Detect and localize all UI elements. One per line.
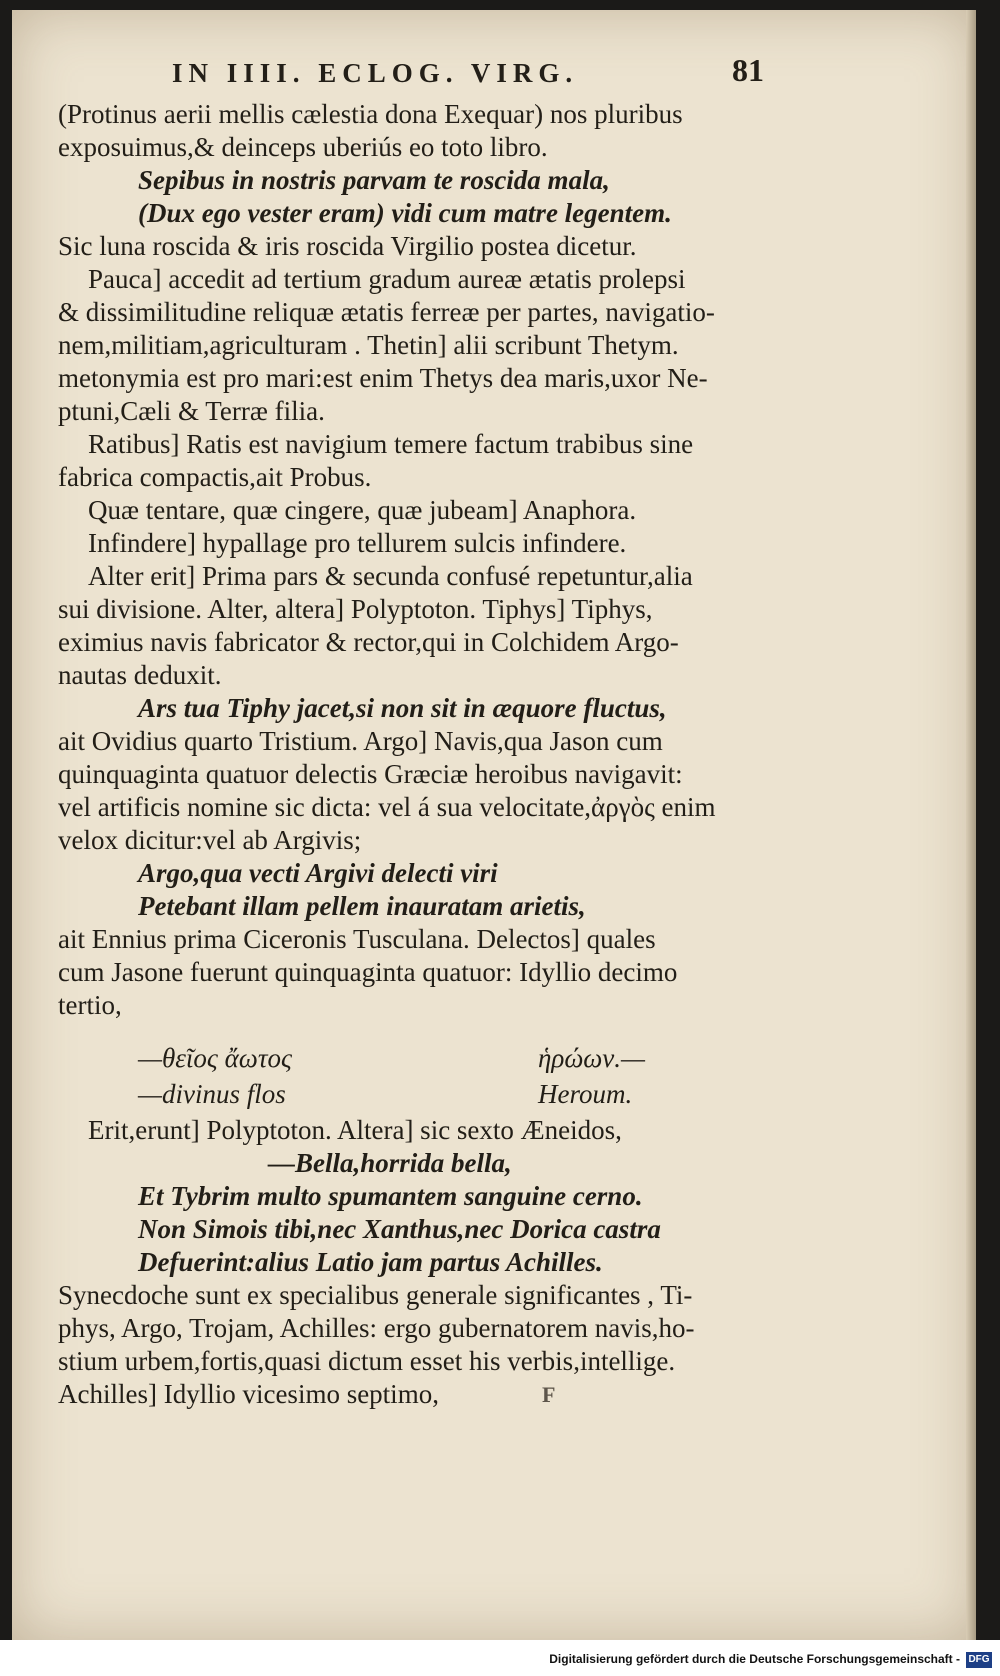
text-line: Et Tybrim multo spumantem sanguine cerno. [138, 1181, 643, 1211]
greek-right: ἡρώων.— [538, 1043, 645, 1073]
text-line: & dissimilitudine reliquæ ætatis ferreæ per partes, navigatio- [58, 297, 715, 327]
book-page [12, 10, 976, 1640]
greek-right: Heroum. [538, 1079, 633, 1109]
text-line: nautas deduxit. [58, 660, 222, 690]
text-line: (Dux ego vester eram) vidi cum matre legentem. [138, 198, 672, 228]
text-line: cum Jasone fuerunt quinquaginta quatuor: Idyllio decimo [58, 957, 678, 987]
text-line: Synecdoche sunt ex specialibus generale significantes , Ti- [58, 1280, 693, 1310]
text-line: sui divisione. Alter, altera] Polyptoton. Tiphys] Tiphys, [58, 594, 653, 624]
text-line: Infindere] hypallage pro tellurem sulcis infindere. [88, 528, 627, 558]
text-line: (Protinus aerii mellis cælestia dona Exequar) nos pluribus [58, 99, 683, 129]
text-line: Defuerint:alius Latio jam partus Achilles. [138, 1247, 603, 1277]
greek-left: —θεῖος ἄωτος [138, 1043, 292, 1073]
text-line: nem,militiam,agriculturam . Thetin] alii scribunt Thetym. [58, 330, 679, 360]
text-line: ait Ennius prima Ciceronis Tusculana. Delectos] quales [58, 924, 656, 954]
text-line: Argo,qua vecti Argivi delecti viri [138, 858, 498, 888]
text-line: fabrica compactis,ait Probus. [58, 462, 372, 492]
running-title: IN IIII. ECLOG. VIRG. [172, 58, 579, 88]
text-line: Sic luna roscida & iris roscida Virgilio postea dicetur. [58, 231, 637, 261]
text-line: tertio, [58, 990, 122, 1020]
dfg-logo: DFG [966, 1652, 992, 1668]
text-body [58, 98, 778, 1411]
text-lines-after [58, 1114, 778, 1411]
spacer [58, 1022, 778, 1042]
text-line: Non Simois tibi,nec Xanthus,nec Dorica castra [138, 1214, 661, 1244]
catchword: F [542, 1382, 556, 1407]
text-line: velox dicitur:vel ab Argivis; [58, 825, 362, 855]
text-line: quinquaginta quatuor delectis Græciæ heroibus navigavit: [58, 759, 683, 789]
greek-quotation [58, 1042, 778, 1114]
text-line: Sepibus in nostris parvam te roscida mala, [138, 165, 610, 195]
folio-number: 81 [732, 52, 764, 88]
text-line: Alter erit] Prima pars & secunda confusé repetuntur,alia [88, 561, 693, 591]
text-line: Pauca] accedit ad tertium gradum aureæ ætatis prolepsi [88, 264, 686, 294]
digitization-credit: Digitalisierung gefördert durch die Deutsche Forschungsgemeinschaft - [549, 1652, 960, 1666]
text-line: Ars tua Tiphy jacet,si non sit in æquore fluctus, [138, 693, 667, 723]
text-line: —Bella,horrida bella, [268, 1148, 512, 1178]
greek-row [58, 1078, 778, 1114]
page-edge [966, 10, 976, 1640]
text-line: exposuimus,& deinceps uberiús eo toto libro. [58, 132, 548, 162]
text-line: Achilles] Idyllio vicesimo septimo, [58, 1379, 439, 1409]
text-line: Ratibus] Ratis est navigium temere factum trabibus sine [88, 429, 694, 459]
text-line: ptuni,Cæli & Terræ filia. [58, 396, 325, 426]
text-line: ait Ovidius quarto Tristium. Argo] Navis,qua Jason cum [58, 726, 663, 756]
text-line: eximius navis fabricator & rector,qui in Colchidem Argo- [58, 627, 679, 657]
text-line: vel artificis nomine sic dicta: vel á sua velocitate,ἀργὸς enim [58, 792, 716, 822]
text-line: phys, Argo, Trojam, Achilles: ergo gubernatorem navis,ho- [58, 1313, 695, 1343]
text-line: stium urbem,fortis,quasi dictum esset his verbis,intellige. [58, 1346, 676, 1376]
footer-bar [0, 1640, 1000, 1676]
text-line: Petebant illam pellem inauratam arietis, [138, 891, 586, 921]
text-line: Quæ tentare, quæ cingere, quæ jubeam] Anaphora. [88, 495, 637, 525]
text-lines-before [58, 98, 778, 1022]
text-line: metonymia est pro mari:est enim Thetys dea maris,uxor Ne- [58, 363, 708, 393]
greek-left: —divinus flos [138, 1079, 286, 1109]
text-line: Erit,erunt] Polyptoton. Altera] sic sexto Æneidos, [88, 1115, 622, 1145]
greek-row [58, 1042, 778, 1078]
